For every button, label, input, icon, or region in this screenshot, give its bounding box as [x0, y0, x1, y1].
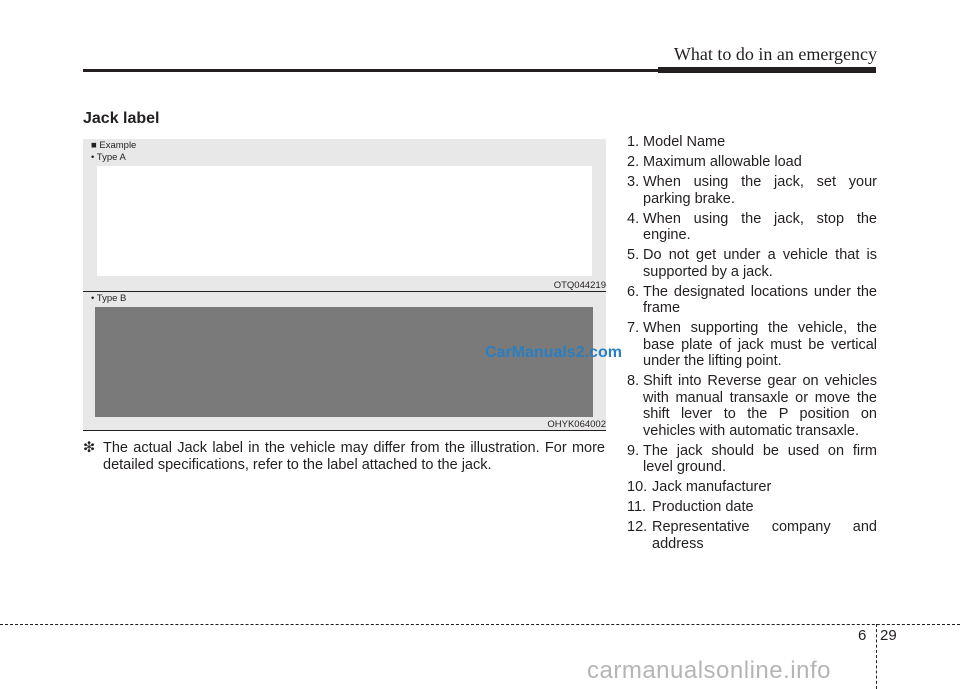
site-watermark: carmanualsonline.info	[587, 657, 831, 684]
figure-type-a-code: OTQ044219	[553, 280, 606, 291]
figure-type-a-label: • Type A	[91, 152, 126, 163]
figure-bottom-rule	[83, 430, 606, 431]
jack-label-legend-list	[627, 134, 877, 556]
list-item: 9. The jack should be used on firm level ground.	[627, 442, 877, 475]
note-text: The actual Jack label in the vehicle may differ from the illustration. For more detailed specifications, refer to the label attached to the jack.	[103, 440, 605, 473]
list-item: 12. Representative company and address	[627, 519, 877, 552]
figure-example-label: ■ Example	[91, 140, 137, 151]
list-item: 8. Shift into Reverse gear on vehicles with manual transaxle or move the shift lever to the P position on vehicles with automatic transaxle.	[627, 373, 877, 439]
list-item: 3. When using the jack, set your parking brake.	[627, 174, 877, 207]
list-item: 4. When using the jack, stop the engine.	[627, 210, 877, 243]
note-symbol-icon: ❇	[83, 440, 96, 456]
list-item: 11. Production date	[627, 499, 754, 515]
type-b-label-image	[95, 307, 593, 417]
footer-rule	[0, 624, 960, 625]
section-title: Jack label	[83, 110, 160, 127]
list-item: 5. Do not get under a vehicle that is supported by a jack.	[627, 247, 877, 280]
header-rule-accent	[658, 67, 876, 73]
jack-label-figure	[83, 139, 606, 431]
figure-type-b-code: OHYK064002	[547, 419, 606, 430]
chapter-number: 6	[858, 627, 867, 644]
carmanuals-watermark: CarManuals2.com	[485, 344, 622, 361]
header-title: What to do in an emergency	[673, 44, 877, 64]
type-a-label-image	[97, 166, 592, 276]
figure-note	[83, 440, 605, 473]
list-item: 2. Maximum allowable load	[627, 154, 802, 170]
footer-divider	[876, 624, 877, 689]
figure-type-b-label: • Type B	[91, 293, 127, 304]
page-number: 29	[880, 627, 897, 644]
figure-divider	[83, 291, 606, 292]
list-item: 6. The designated locations under the frame	[627, 283, 877, 316]
list-item: 1. Model Name	[627, 134, 726, 150]
list-item: 10. Jack manufacturer	[627, 479, 772, 495]
list-item: 7. When supporting the vehicle, the base plate of jack must be vertical under the lifting point.	[627, 320, 877, 369]
